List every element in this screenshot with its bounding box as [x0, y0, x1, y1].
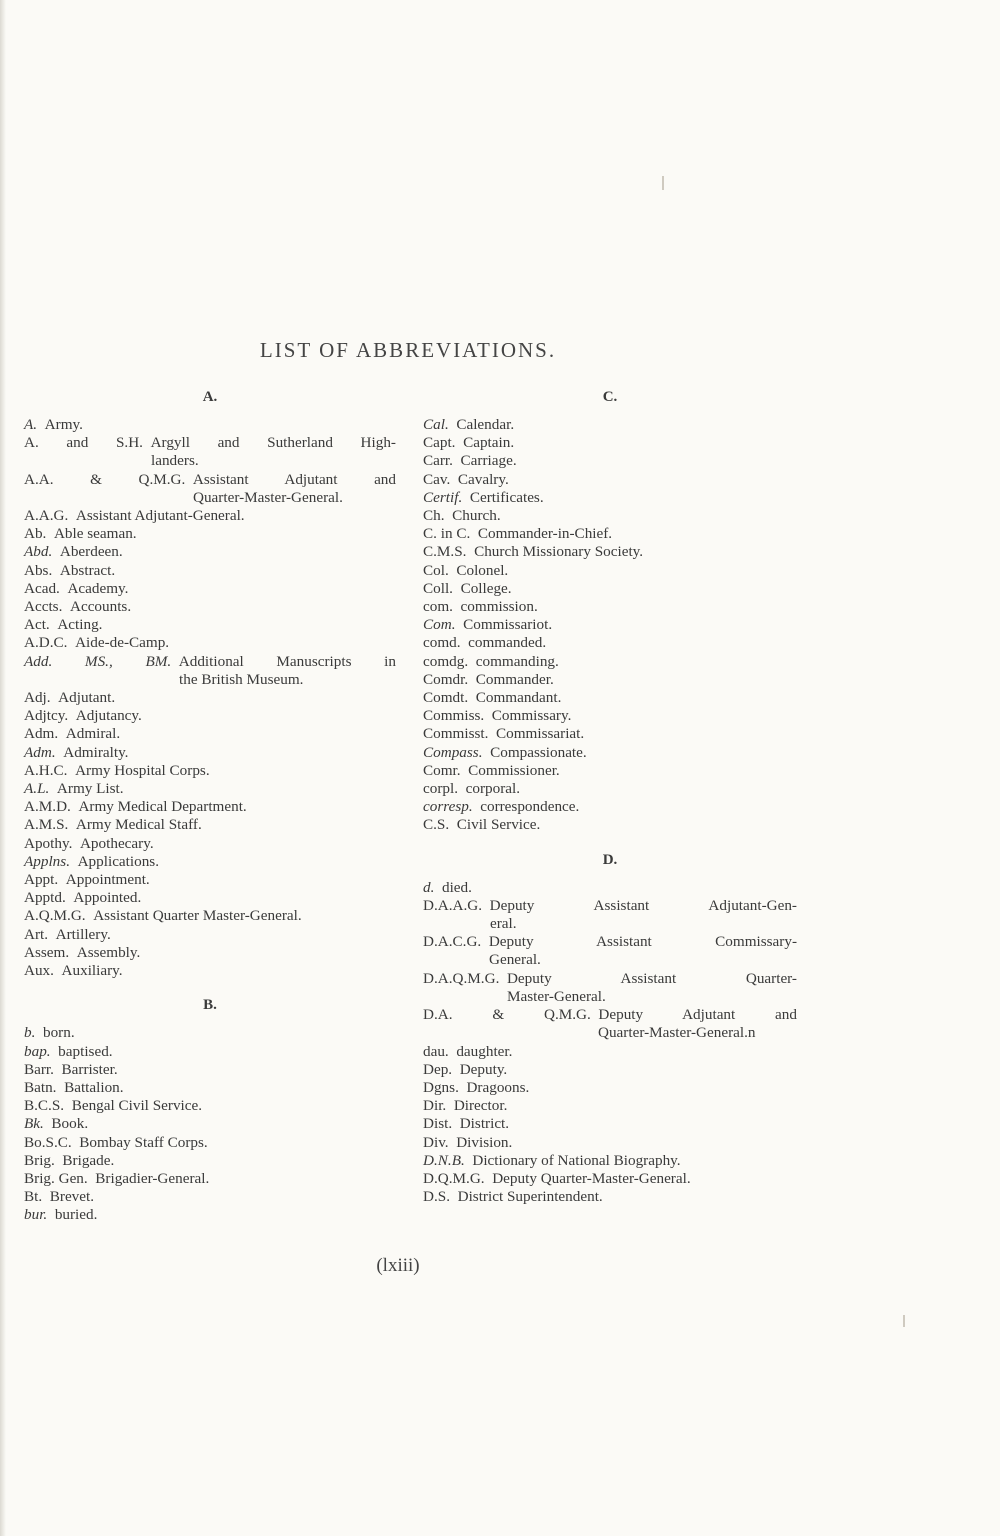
abbreviation-term: A.M.D.: [24, 798, 71, 816]
abbreviation-definition: Aberdeen.: [59, 543, 123, 561]
abbreviation-entry: [24, 1079, 396, 1097]
abbreviation-definition: Adjutant.: [58, 689, 116, 707]
abbreviation-term: A.A.G.: [24, 507, 69, 525]
abbreviation-term: Compass.: [423, 743, 483, 761]
abbreviation-entry: [24, 780, 396, 798]
abbreviation-entry: [24, 525, 396, 543]
paper-speck: [903, 1315, 905, 1327]
abbreviation-definition: Battalion.: [64, 1078, 124, 1096]
abbreviation-definition: Adjutancy.: [75, 707, 142, 725]
definition-continuation: Quarter-Master-General.n: [598, 1024, 756, 1042]
abbreviation-term: Coll.: [423, 579, 453, 597]
abbreviation-term: D.Q.M.G.: [423, 1169, 485, 1187]
abbreviation-definition: Appointed.: [73, 889, 142, 907]
abbreviation-term: Acad.: [24, 579, 60, 597]
abbreviation-entry: [423, 1188, 797, 1206]
abbreviation-definition: Deputy Assistant Adjutant-Gen-: [489, 896, 797, 914]
abbreviation-entry: [24, 944, 396, 962]
definition-continuation: eral.: [490, 915, 517, 933]
abbreviation-entry: [423, 416, 797, 434]
abbreviation-entry: [24, 853, 396, 871]
abbreviation-definition: Commander.: [475, 670, 554, 688]
abbreviation-entry: [423, 780, 797, 798]
abbreviation-entry: [24, 907, 396, 925]
abbreviation-entry: [24, 816, 396, 834]
abbreviation-entry: [24, 926, 396, 944]
abbreviation-definition: Commander-in-Chief.: [477, 525, 613, 543]
abbreviation-entry: [423, 1043, 797, 1061]
abbreviation-term: Dep.: [423, 1060, 453, 1078]
abbreviation-term: Add. MS., BM.: [24, 652, 172, 670]
abbreviation-term: Brig.: [24, 1151, 55, 1169]
abbreviation-term: Col.: [423, 561, 449, 579]
abbreviation-term: Cav.: [423, 470, 451, 488]
abbreviation-term: Applns.: [24, 852, 70, 870]
abbreviation-term: D.A.C.G.: [423, 933, 482, 951]
abbreviation-definition: Bombay Staff Corps.: [79, 1133, 208, 1151]
abbreviation-definition: baptised.: [58, 1042, 113, 1060]
abbreviation-definition: Brevet.: [49, 1188, 95, 1206]
definition-continuation: Quarter-Master-General.: [193, 488, 343, 506]
abbreviation-definition: commanding.: [475, 652, 559, 670]
abbreviation-entry: [24, 580, 396, 598]
abbreviation-entry: [423, 762, 797, 780]
abbreviation-entry: [24, 416, 396, 434]
abbreviation-entry: [24, 1097, 396, 1115]
abbreviation-entry: [24, 1188, 396, 1206]
abbreviation-definition: born.: [42, 1024, 75, 1042]
abbreviation-definition: Additional Manuscripts in: [178, 652, 396, 670]
abbreviation-definition: Brigadier-General.: [95, 1169, 210, 1187]
abbreviation-definition: College.: [460, 579, 512, 597]
abbreviation-entry: [423, 489, 797, 507]
abbreviation-term: A.A. & Q.M.G.: [24, 470, 186, 488]
abbreviation-term: Bt.: [24, 1188, 43, 1206]
abbreviation-entry: [423, 798, 797, 816]
abbreviation-entry: [423, 1134, 797, 1152]
abbreviation-entry: [423, 707, 797, 725]
abbreviation-definition: District.: [459, 1115, 510, 1133]
abbreviation-definition: commission.: [460, 598, 538, 616]
abbreviation-entry: [24, 598, 396, 616]
abbreviation-entry: [24, 707, 396, 725]
abbreviation-term: D.A. & Q.M.G.: [423, 1006, 591, 1024]
abbreviation-term: Div.: [423, 1133, 449, 1151]
abbreviation-definition: Auxiliary.: [61, 962, 123, 980]
abbreviation-entry: [423, 1097, 797, 1115]
section-heading-a: A.: [202, 389, 218, 405]
abbreviation-definition: Assistant Adjutant and: [192, 470, 396, 488]
abbreviation-entry: [423, 598, 797, 616]
abbreviation-term: Apothy.: [24, 834, 73, 852]
abbreviation-definition: Certificates.: [469, 488, 544, 506]
abbreviation-term: bap.: [24, 1042, 51, 1060]
abbreviation-term: Apptd.: [24, 889, 66, 907]
abbreviation-term: Dist.: [423, 1115, 453, 1133]
abbreviation-definition: Accounts.: [69, 598, 132, 616]
page-number: (lxiii): [376, 1255, 420, 1276]
abbreviation-term: d.: [423, 878, 435, 896]
abbreviation-entry: [423, 689, 797, 707]
abbreviation-entry: [24, 634, 396, 652]
abbreviation-definition: Commissariat.: [496, 725, 585, 743]
abbreviation-term: Comr.: [423, 761, 461, 779]
abbreviation-definition: Admiralty.: [63, 743, 129, 761]
abbreviation-definition: Commissary.: [491, 707, 572, 725]
abbreviation-term: Barr.: [24, 1060, 54, 1078]
abbreviation-term: Adm.: [24, 743, 56, 761]
abbreviation-term: Appt.: [24, 871, 59, 889]
abbreviation-definition: Deputy Quarter-Master-General.: [492, 1169, 691, 1187]
abbreviation-definition: Army Hospital Corps.: [75, 761, 210, 779]
abbreviation-entry: [24, 434, 396, 470]
abbreviation-definition: District Superintendent.: [457, 1188, 603, 1206]
abbreviation-term: dau.: [423, 1042, 449, 1060]
abbreviation-definition: daughter.: [456, 1042, 513, 1060]
abbreviation-entry: [24, 1152, 396, 1170]
abbreviation-term: Abs.: [24, 561, 53, 579]
abbreviation-list-a: [24, 416, 396, 980]
abbreviation-entry: [24, 689, 396, 707]
abbreviation-definition: Assistant Adjutant-General.: [75, 507, 245, 525]
abbreviation-term: A.H.C.: [24, 761, 68, 779]
abbreviation-definition: Bengal Civil Service.: [71, 1097, 203, 1115]
abbreviation-entry: [423, 897, 797, 933]
abbreviation-definition: Aide-de-Camp.: [75, 634, 170, 652]
abbreviation-term: C. in C.: [423, 525, 471, 543]
right-column: [423, 388, 797, 1206]
abbreviation-definition: Deputy.: [459, 1060, 508, 1078]
abbreviation-entry: [24, 871, 396, 889]
abbreviation-term: comdg.: [423, 652, 469, 670]
abbreviation-list-c: [423, 416, 797, 835]
definition-continuation: General.: [489, 951, 541, 969]
page-binding-edge: [0, 0, 6, 1536]
page-title: LIST OF ABBREVIATIONS.: [259, 338, 557, 362]
abbreviation-definition: Argyll and Sutherland High-: [150, 434, 396, 452]
abbreviation-definition: Deputy Assistant Commissary-: [488, 933, 797, 951]
abbreviation-entry: [24, 835, 396, 853]
abbreviation-entry: [423, 1152, 797, 1170]
abbreviation-term: A.: [24, 416, 38, 433]
abbreviation-term: Art.: [24, 925, 49, 943]
abbreviation-definition: Compassionate.: [490, 743, 587, 761]
abbreviation-entry: [24, 1134, 396, 1152]
abbreviation-definition: Commissariot.: [463, 616, 553, 634]
abbreviation-entry: [423, 725, 797, 743]
abbreviation-entry: [24, 1043, 396, 1061]
abbreviation-term: D.N.B.: [423, 1151, 465, 1169]
abbreviation-definition: Civil Service.: [456, 816, 541, 834]
abbreviation-entry: [24, 1024, 396, 1042]
abbreviation-definition: Army List.: [56, 780, 124, 798]
abbreviation-definition: Cavalry.: [457, 470, 509, 488]
abbreviation-definition: Brigade.: [62, 1151, 115, 1169]
abbreviation-entry: [423, 525, 797, 543]
abbreviation-entry: [24, 543, 396, 561]
abbreviation-definition: Army.: [44, 416, 83, 433]
abbreviation-definition: Deputy Assistant Quarter-: [506, 969, 797, 987]
abbreviation-term: Bk.: [24, 1115, 44, 1133]
abbreviation-term: Commiss.: [423, 707, 485, 725]
abbreviation-term: A.Q.M.G.: [24, 907, 86, 925]
abbreviation-term: b.: [24, 1024, 36, 1042]
abbreviation-term: Dgns.: [423, 1078, 459, 1096]
abbreviation-definition: commanded.: [468, 634, 547, 652]
left-column: [24, 388, 396, 1225]
abbreviation-definition: Barrister.: [61, 1060, 118, 1078]
abbreviation-term: Accts.: [24, 598, 63, 616]
abbreviation-term: Act.: [24, 616, 50, 634]
abbreviation-definition: Church.: [452, 507, 501, 525]
abbreviation-definition: Assistant Quarter Master-General.: [93, 907, 302, 925]
abbreviation-definition: Commandant.: [475, 689, 562, 707]
abbreviation-term: Abd.: [24, 543, 53, 561]
abbreviation-entry: [24, 725, 396, 743]
abbreviation-term: D.A.A.G.: [423, 896, 483, 914]
abbreviation-term: C.S.: [423, 816, 450, 834]
abbreviation-term: Comdr.: [423, 670, 469, 688]
abbreviation-entry: [423, 507, 797, 525]
abbreviation-entry: [24, 1115, 396, 1133]
abbreviation-entry: [423, 634, 797, 652]
abbreviation-definition: Assembly.: [76, 943, 141, 961]
abbreviation-entry: [24, 507, 396, 525]
abbreviation-term: Assem.: [24, 943, 70, 961]
abbreviation-definition: Division.: [456, 1133, 513, 1151]
definition-continuation: the British Museum.: [179, 670, 304, 688]
abbreviation-term: bur.: [24, 1206, 48, 1224]
abbreviation-definition: Church Missionary Society.: [474, 543, 644, 561]
abbreviation-entry: [423, 434, 797, 452]
abbreviation-entry: [24, 962, 396, 980]
abbreviation-term: Cal.: [423, 416, 449, 433]
abbreviation-entry: [423, 1061, 797, 1079]
section-heading-b: B.: [203, 997, 217, 1014]
abbreviation-definition: Able seaman.: [53, 525, 137, 543]
abbreviation-term: Brig. Gen.: [24, 1169, 88, 1187]
abbreviation-term: Adj.: [24, 689, 51, 707]
abbreviation-entry: [423, 1115, 797, 1133]
abbreviation-definition: correspondence.: [480, 798, 580, 816]
abbreviation-entry: [24, 762, 396, 780]
abbreviation-term: D.S.: [423, 1188, 451, 1206]
abbreviation-term: D.A.Q.M.G.: [423, 969, 500, 987]
abbreviation-entry: [24, 1061, 396, 1079]
abbreviation-entry: [423, 562, 797, 580]
abbreviation-definition: Apothecary.: [79, 834, 154, 852]
abbreviation-definition: Dragoons.: [466, 1078, 530, 1096]
abbreviation-entry: [24, 562, 396, 580]
abbreviation-entry: [423, 1079, 797, 1097]
abbreviation-entry: [423, 744, 797, 762]
abbreviation-entry: [423, 879, 797, 897]
abbreviation-term: Com.: [423, 616, 456, 634]
abbreviation-term: Batn.: [24, 1078, 57, 1096]
abbreviation-term: Ab.: [24, 525, 47, 543]
abbreviation-definition: corporal.: [465, 780, 521, 798]
abbreviation-entry: [24, 616, 396, 634]
abbreviation-definition: Applications.: [77, 852, 160, 870]
abbreviation-term: corpl.: [423, 780, 459, 798]
abbreviation-entry: [423, 1170, 797, 1188]
abbreviation-term: A.M.S.: [24, 816, 69, 834]
abbreviation-entry: [24, 1206, 396, 1224]
abbreviation-definition: Acting.: [57, 616, 103, 634]
abbreviation-term: B.C.S.: [24, 1097, 65, 1115]
abbreviation-definition: Appointment.: [65, 871, 150, 889]
definition-continuation: landers.: [151, 452, 199, 470]
abbreviation-term: A.D.C.: [24, 634, 68, 652]
abbreviation-term: Bo.S.C.: [24, 1133, 72, 1151]
abbreviation-definition: Director.: [453, 1097, 508, 1115]
abbreviation-definition: Army Medical Department.: [78, 798, 247, 816]
abbreviation-definition: Army Medical Staff.: [75, 816, 202, 834]
abbreviation-entry: [423, 653, 797, 671]
abbreviation-entry: [423, 933, 797, 969]
abbreviation-definition: Artillery.: [55, 925, 111, 943]
abbreviation-entry: [423, 471, 797, 489]
abbreviation-entry: [423, 616, 797, 634]
abbreviation-definition: Carriage.: [460, 452, 517, 470]
abbreviation-entry: [423, 1006, 797, 1042]
abbreviation-list-b: [24, 1024, 396, 1224]
abbreviation-term: Comdt.: [423, 689, 469, 707]
abbreviation-list-d: [423, 879, 797, 1207]
abbreviation-definition: Calendar.: [456, 416, 515, 433]
abbreviation-entry: [423, 671, 797, 689]
abbreviation-entry: [24, 1170, 396, 1188]
abbreviation-entry: [423, 543, 797, 561]
abbreviation-term: A. and S.H.: [24, 434, 143, 452]
abbreviation-term: Adjtcy.: [24, 707, 69, 725]
abbreviation-term: corresp.: [423, 798, 473, 816]
abbreviation-entry: [423, 816, 797, 834]
abbreviation-entry: [24, 471, 396, 507]
abbreviation-entry: [423, 452, 797, 470]
abbreviation-entry: [24, 744, 396, 762]
abbreviation-definition: Academy.: [67, 579, 129, 597]
abbreviation-definition: Commissioner.: [468, 761, 560, 779]
abbreviation-term: Ch.: [423, 507, 445, 525]
abbreviation-term: C.M.S.: [423, 543, 467, 561]
abbreviation-definition: Dictionary of National Biography.: [472, 1151, 681, 1169]
abbreviation-term: Certif.: [423, 488, 463, 506]
abbreviation-term: comd.: [423, 634, 461, 652]
abbreviation-definition: Abstract.: [59, 561, 116, 579]
abbreviation-definition: buried.: [54, 1206, 98, 1224]
abbreviation-term: Dir.: [423, 1097, 447, 1115]
abbreviation-term: Adm.: [24, 725, 59, 743]
abbreviation-definition: Captain.: [463, 434, 515, 452]
abbreviation-definition: Colonel.: [456, 561, 509, 579]
abbreviation-definition: died.: [441, 878, 472, 896]
abbreviation-definition: Admiral.: [65, 725, 121, 743]
section-heading-c: C.: [602, 389, 618, 405]
definition-continuation: Master-General.: [507, 987, 606, 1005]
abbreviation-term: Aux.: [24, 962, 54, 980]
abbreviation-term: Capt.: [423, 434, 456, 452]
abbreviation-entry: [423, 580, 797, 598]
abbreviation-term: Carr.: [423, 452, 453, 470]
abbreviation-term: Commisst.: [423, 725, 489, 743]
abbreviation-entry: [24, 653, 396, 689]
abbreviation-term: A.L.: [24, 780, 50, 798]
abbreviation-definition: Book.: [51, 1115, 89, 1133]
section-heading-d: D.: [602, 851, 618, 868]
abbreviation-entry: [24, 889, 396, 907]
abbreviation-term: com.: [423, 598, 453, 616]
abbreviation-definition: Deputy Adjutant and: [598, 1006, 797, 1024]
paper-speck: [662, 176, 664, 190]
abbreviation-entry: [24, 798, 396, 816]
abbreviation-entry: [423, 970, 797, 1006]
